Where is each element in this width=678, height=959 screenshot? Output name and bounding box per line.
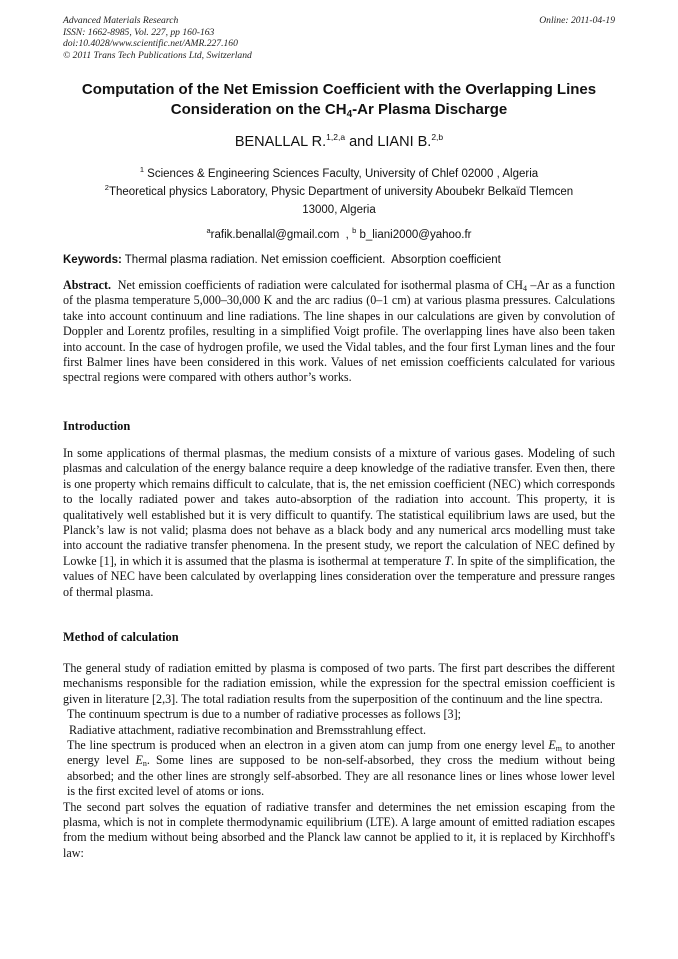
email-address-a[interactable]: rafik.benallal@gmail.com (210, 229, 340, 241)
author-superscript: 2,b (431, 132, 444, 142)
journal-header (63, 15, 615, 61)
energy-subscript: n (142, 759, 147, 769)
paragraph-text: The general study of radiation emitted by plasma is composed of two parts. The first part describes the different mechanisms responsible for the radiation emission, while the expression for the spectral emission coefficient is given in literature [2,3]. The total radiation results from the superposition of the continuum and the line spectra. (63, 661, 615, 706)
keywords-text: Thermal plasma radiation. Net emission coefficient. Absorption coefficient (121, 254, 501, 266)
author-line (0, 133, 678, 151)
paper-title (50, 80, 628, 120)
energy-symbol: E (135, 753, 143, 768)
author-conjunction: and (345, 134, 378, 150)
paragraph-text (63, 738, 615, 800)
doi-line: doi:10.4028/www.scientific.net/AMR.227.160 (63, 38, 238, 49)
author-name: LIANI B. (377, 134, 432, 150)
affiliation-superscript: 2 (104, 183, 109, 192)
email-line (63, 226, 615, 244)
affiliation-text: Theoretical physics Laboratory, Physic Department of university Aboubekr Belkaïd Tlemcen (108, 186, 574, 198)
email-superscript: a (206, 226, 211, 235)
energy-symbol: E (548, 738, 556, 753)
affiliation-2 (63, 183, 615, 219)
title-text: -Ar Plasma Discharge (352, 101, 508, 118)
abstract (63, 278, 615, 386)
temperature-symbol: T (444, 553, 452, 568)
paragraph-text: . In spite of the simplification, the values of NEC have been calculated by overlapping lines consideration over the temperature and pressure ranges of thermal plasma. (63, 553, 615, 599)
affiliation-superscript: 1 (139, 165, 144, 174)
issn-line: ISSN: 1662-8985, Vol. 227, pp 160-163 (63, 26, 215, 38)
energy-subscript: m (555, 744, 563, 754)
introduction-heading: Introduction (63, 419, 131, 433)
online-date: Online: 2011-04-19 (539, 15, 615, 26)
abstract-label: Abstract. (63, 278, 112, 292)
title-subscript: 4 (346, 109, 353, 120)
abstract-subscript: 4 (523, 284, 528, 293)
paragraph-text: The second part solves the equation of radiative transfer and determines the net emission escaping from the plasma, which is not in complete thermodynamic equilibrium (LTE). A large amount of emitted radiation escapes from the medium without being absorbed and the Planck law cannot be applied to it, it is replaced by Kirchhoff's law: (63, 799, 615, 860)
paragraph-text: Radiative attachment, radiative recombination and Bremsstrahlung effect. (69, 722, 427, 737)
email-superscript: b (352, 226, 357, 235)
affiliation-text: 13000, Algeria (302, 204, 376, 216)
method-text (63, 661, 615, 861)
affiliation-1 (63, 165, 615, 183)
paragraph-text: The continuum spectrum is due to a number of radiative processes as follows [3]; (67, 707, 461, 722)
journal-name: Advanced Materials Research (63, 15, 179, 26)
paragraph-text: to another energy level (67, 738, 616, 768)
title-line-2 (50, 100, 628, 120)
paragraph-text: The line spectrum is produced when an electron in a given atom can jump from one energy level (67, 738, 549, 753)
title-line-1: Computation of the Net Emission Coefficient with the Overlapping Lines (81, 81, 597, 98)
author-name: BENALLAL R. (234, 134, 327, 150)
keywords (63, 253, 618, 268)
method-heading: Method of calculation (63, 630, 179, 644)
email-address-b[interactable]: b_liani2000@yahoo.fr (356, 229, 472, 241)
abstract-text: –Ar as a function of the plasma temperature 5,000–30,000 K and the arc radius (0–1 cm) at various plasma pressures. Calculations take into account continuum and line radiations. The line shapes in our calculations are given by convolution of Doppler and Lorentz profiles, resulting in a simplified Voigt profile. The overlapping lines have also been taken into account. In the case of hydrogen profile, we used the Vidal tables, and the four first Lyman lines and the four first Balmer lines have been considered in this work. Values of net emission coefficients calculated for various spectral regions were compared with others author’s works. (63, 278, 615, 385)
author-superscript: 1,2,a (326, 132, 346, 142)
copyright-line: © 2011 Trans Tech Publications Ltd, Switzerland (63, 49, 252, 61)
abstract-text: Net emission coefficients of radiation were calculated for isothermal plasma of CH (111, 278, 524, 292)
introduction-text (63, 446, 615, 600)
paragraph-text: In some applications of thermal plasmas, the medium consists of a mixture of various gases. Modeling of such plasmas and calculation of the energy balance require a deep knowledge of the radiative transfer. Even then, there is one property which remains difficult to calculate, that is, the net emission coefficient (NEC) which corresponds to the locally radiated power and takes auto-absorption of the radiation into account. This property, it is qualitatively well established but it is very difficult to quantify. The statistical equilibrium laws are used, but the Planck’s law is not valid; plasma does not behave as a black body and any numerical arcs modelling must take into account the radiative transfer phenomena. In the present study, we report the calculation of NEC defined by Lowke [1], in which it is assumed that the plasma is isothermal at temperature (63, 446, 615, 568)
title-text: Consideration on the CH (170, 101, 347, 118)
paragraph-text: . Some lines are supposed to be non-self-absorbed, they cross the medium without being absorbed; and the other lines are strongly self-absorbed. They are all resonance lines or lines whose lower level is the first excited level of atoms or ions. (67, 753, 616, 799)
affiliation-text: Sciences & Engineering Sciences Faculty, University of Chlef 02000 , Algeria (143, 168, 539, 180)
email-separator: , (339, 229, 353, 241)
keywords-label: Keywords: (63, 254, 122, 266)
